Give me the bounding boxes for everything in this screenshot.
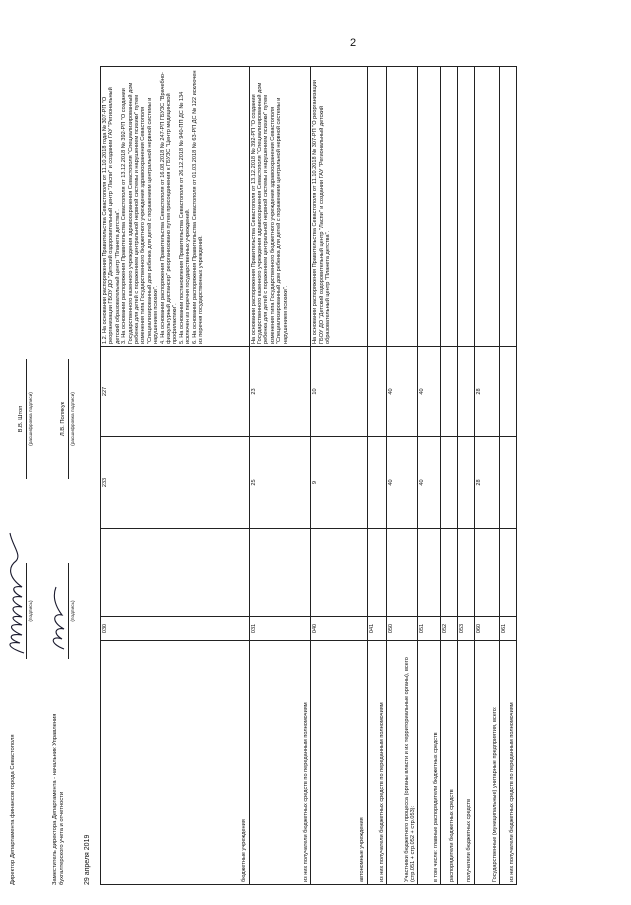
row-value-3: [367, 347, 387, 437]
row-value-3: [440, 347, 457, 437]
row-label: в том числе: главные распорядители бюджетных средств: [418, 641, 441, 885]
deputy-name-line: [68, 359, 69, 479]
row-notes: [440, 67, 457, 347]
row-value-1: [101, 529, 250, 617]
deputy-name: Л.В. Полякук: [60, 401, 66, 437]
note-line: 5. На основании постановления Правительства Севастополя от 26.12.2018 № 940-ПП ДС № 134 исключен из перечня государственных учреждений.: [178, 91, 192, 344]
table-row: [387, 67, 418, 885]
row-label: автономные учреждения: [311, 641, 367, 885]
row-notes: [457, 67, 474, 347]
document-date: 29 апреля 2019: [84, 834, 91, 885]
report-table: [100, 66, 517, 885]
note-line: 6. На основании распоряжения Правительства Севастополя от 01.03.2018 № 63-РП ДС № 122 исключен из перечня государственных учреждений.: [191, 70, 205, 344]
row-label: распорядители бюджетных средств: [440, 641, 457, 885]
note-line: 4. На основании распоряжения Правительства Севастополя от 16.08.2018 № 247-РП ГБУЗС "Врачебно-физкультурный диспансер" реорганизовано путем присоединения к ГБУЗС "Центр медицинской профилактики".: [159, 72, 179, 344]
row-code: 031: [249, 617, 311, 641]
row-value-2: [457, 437, 474, 529]
deputy-label: Заместитель директора Департамента - начальник Управления бухгалтерского учета и отчетности: [52, 713, 65, 885]
note-line: 1.2. На основании распоряжения Правительства Севастополя от 11.10.2018 года № 307-РП "О реорганизации ГБОУ ДО "Детский оздоровительный центр "Ласпи" и создании ГАУ "Региональный детский образовательный центр "Планета детства".: [102, 87, 121, 344]
row-notes: [418, 67, 441, 347]
table-row: [311, 67, 367, 885]
deputy-handwritten-signature: [46, 583, 72, 653]
report-table-rotated: [100, 67, 517, 885]
row-value-3: [457, 347, 474, 437]
row-value-2: 9: [311, 437, 367, 529]
row-value-1: [418, 529, 441, 617]
row-value-2: 233: [101, 437, 250, 529]
row-value-3: 40: [418, 347, 441, 437]
row-notes: [101, 67, 250, 347]
row-notes: [387, 67, 418, 347]
row-value-2: [500, 437, 517, 529]
director-label: Директор Департамента финансов города Севастополя: [10, 734, 16, 885]
row-value-3: 40: [387, 347, 418, 437]
row-code: 061: [500, 617, 517, 641]
row-value-3: 227: [101, 347, 250, 437]
row-value-3: 23: [249, 347, 311, 437]
row-code: 040: [311, 617, 367, 641]
row-code: 051: [418, 617, 441, 641]
row-label: из них получатели бюджетных средств по переданным полномочиям: [367, 641, 387, 885]
row-value-1: [440, 529, 457, 617]
row-value-2: 40: [387, 437, 418, 529]
note-line: На основании распоряжения Правительства Севастополя от 11.10.2018 № 307-РП "О реорганизации ГБОУ ДО "Детский оздоровительный центр "Ласпи" и создании ГАУ "Региональный детский образовательный центр "Планета детства".: [312, 80, 332, 344]
row-value-3: 10: [311, 347, 367, 437]
row-value-2: 40: [418, 437, 441, 529]
director-name-caption: (расшифровка подписи): [29, 392, 34, 446]
row-notes: [500, 67, 517, 347]
page-number: 2: [350, 37, 357, 49]
signature-block: [10, 67, 100, 885]
table-row: [474, 67, 499, 885]
row-value-1: [249, 529, 311, 617]
row-code: 060: [474, 617, 499, 641]
row-value-2: 28: [474, 437, 499, 529]
director-sign-caption: (подпись): [29, 600, 34, 622]
deputy-name-caption: (расшифровка подписи): [71, 392, 76, 446]
row-label: бюджетные учреждения: [101, 641, 250, 885]
note-line: 3. На основании распоряжения Правительства Севастополя от 13.12.2018 № 392-РП "О создании Государственного казенного учреждения здравоохранения Севастополя "Специализированный дом ребенка для детей с поражением центральной нервной системы и нарушением психики" путем изменения типа Государственного бюджетного учреждения здравоохранения Севастополя "Специализированный дом ребенка для детей с поражением центральной нервной системы и нарушением психики".: [121, 82, 160, 344]
table-row: [367, 67, 387, 885]
row-code: 052: [440, 617, 457, 641]
table-row: [249, 67, 311, 885]
row-value-2: 25: [249, 437, 311, 529]
row-value-2: [440, 437, 457, 529]
row-code: 050: [387, 617, 418, 641]
row-code: 053: [457, 617, 474, 641]
director-name-line: [26, 359, 27, 479]
table-row: [457, 67, 474, 885]
row-notes: [311, 67, 367, 347]
row-notes: [249, 67, 311, 347]
table-row: [418, 67, 441, 885]
row-value-1: [367, 529, 387, 617]
row-notes: [367, 67, 387, 347]
row-label: получатели бюджетных средств: [457, 641, 474, 885]
table-row: [440, 67, 457, 885]
director-name: В.В. Штоп: [18, 405, 24, 433]
row-value-1: [500, 529, 517, 617]
row-label: из них получатели бюджетных средств по переданным полномочиям: [249, 641, 311, 885]
row-value-3: [500, 347, 517, 437]
table-row: [500, 67, 517, 885]
row-label: Участники бюджетного процесса (органы власти и их территориальные органы), всего (стр.051 + стр.052 + стр.053):: [387, 641, 418, 885]
row-code: 030: [101, 617, 250, 641]
deputy-sign-caption: (подпись): [71, 600, 76, 622]
row-value-1: [457, 529, 474, 617]
director-handwritten-signature: [2, 527, 32, 657]
row-value-1: [387, 529, 418, 617]
row-value-1: [474, 529, 499, 617]
note-line: На основании распоряжения Правительства Севастополя от 13.12.2018 № 392-РП "О создании Государственного казенного учреждения здравоохранения Севастополя "Специализированный дом ребенка для детей с поражением центральной нервной системы и нарушением психики" путем изменения типа Государственного бюджетного учреждения здравоохранения Севастополя "Специализированный дом ребенка для детей с поражением центральной нервной системы и нарушением психики".: [250, 82, 289, 344]
row-label: Государственные (муниципальные) унитарные предприятия, всего:: [474, 641, 499, 885]
row-notes: [474, 67, 499, 347]
row-value-3: 28: [474, 347, 499, 437]
row-label: из них получатели бюджетных средств по переданным полномочиям: [500, 641, 517, 885]
row-code: 041: [367, 617, 387, 641]
row-value-1: [311, 529, 367, 617]
row-value-2: [367, 437, 387, 529]
table-row: [101, 67, 250, 885]
